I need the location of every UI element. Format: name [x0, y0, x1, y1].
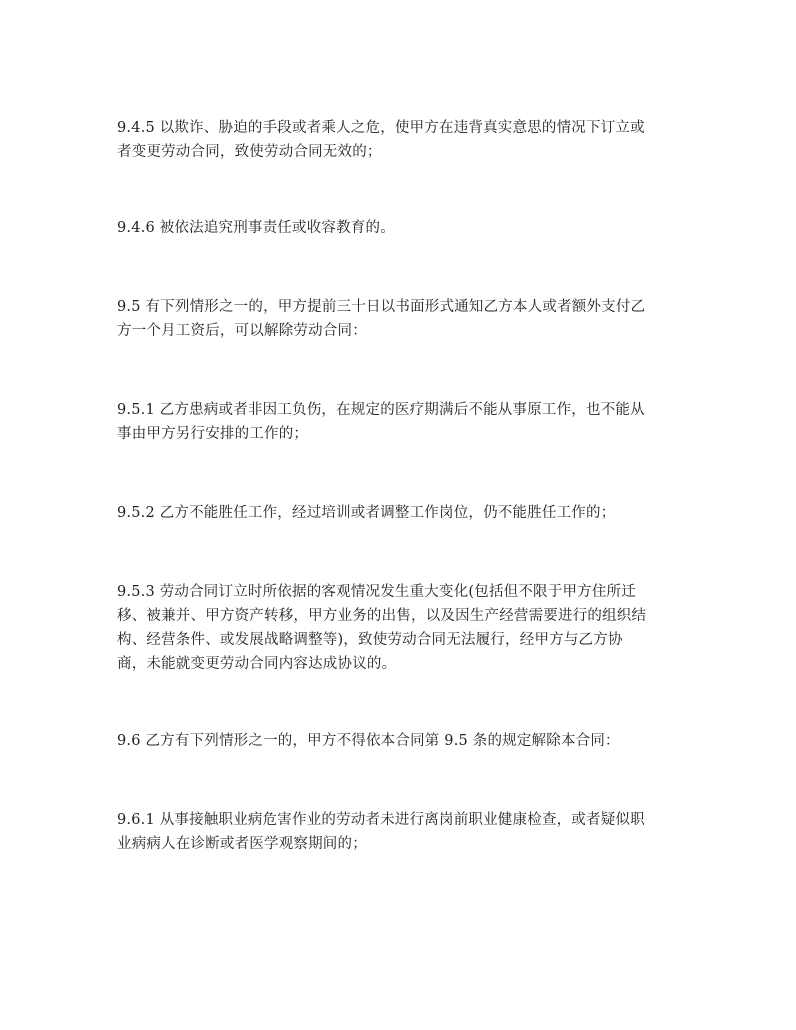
paragraph-line: 者变更劳动合同，致使劳动合同无效的； [117, 144, 382, 160]
paragraph-9-4-5 [117, 116, 687, 164]
paragraph-9-6 [117, 729, 687, 753]
paragraph-9-5-3 [117, 580, 687, 676]
paragraph-line: 9.6.1 从事接触职业病危害作业的劳动者未进行离岗前职业健康检查，或者疑似职 [117, 812, 645, 828]
paragraph-line: 业病病人在诊断或者医学观察期间的； [117, 836, 367, 852]
paragraph-line: 9.5.3 劳动合同订立时所依据的客观情况发生重大变化(包括但不限于甲方住所迁 [117, 584, 636, 600]
paragraph-line: 移、被兼并、甲方资产转移，甲方业务的出售，以及因生产经营需要进行的组织结 [117, 608, 647, 624]
paragraph-line: 商，未能就变更劳动合同内容达成协议的。 [117, 656, 397, 672]
paragraph-line: 9.4.6 被依法追究刑事责任或收容教育的。 [117, 220, 395, 236]
paragraph-line: 9.6 乙方有下列情形之一的，甲方不得依本合同第 9.5 条的规定解除本合同： [117, 733, 620, 749]
paragraph-line: 9.5.1 乙方患病或者非因工负伤，在规定的医疗期满后不能从事原工作，也不能从 [117, 402, 645, 418]
paragraph-line: 9.4.5 以欺诈、胁迫的手段或者乘人之危，使甲方在违背真实意思的情况下订立或 [117, 120, 645, 136]
paragraph-9-4-6 [117, 216, 687, 240]
paragraph-9-5 [117, 295, 687, 343]
paragraph-line: 构、经营条件、或发展战略调整等)，致使劳动合同无法履行，经甲方与乙方协 [117, 632, 623, 648]
paragraph-line: 9.5 有下列情形之一的，甲方提前三十日以书面形式通知乙方本人或者额外支付乙 [117, 299, 646, 315]
paragraph-line: 方一个月工资后，可以解除劳动合同： [117, 323, 367, 339]
paragraph-line: 事由甲方另行安排的工作的； [117, 426, 309, 442]
paragraph-line: 9.5.2 乙方不能胜任工作，经过培训或者调整工作岗位，仍不能胜任工作的； [117, 505, 616, 521]
paragraph-9-5-2 [117, 501, 687, 525]
paragraph-9-6-1 [117, 808, 687, 856]
paragraph-9-5-1 [117, 398, 687, 446]
